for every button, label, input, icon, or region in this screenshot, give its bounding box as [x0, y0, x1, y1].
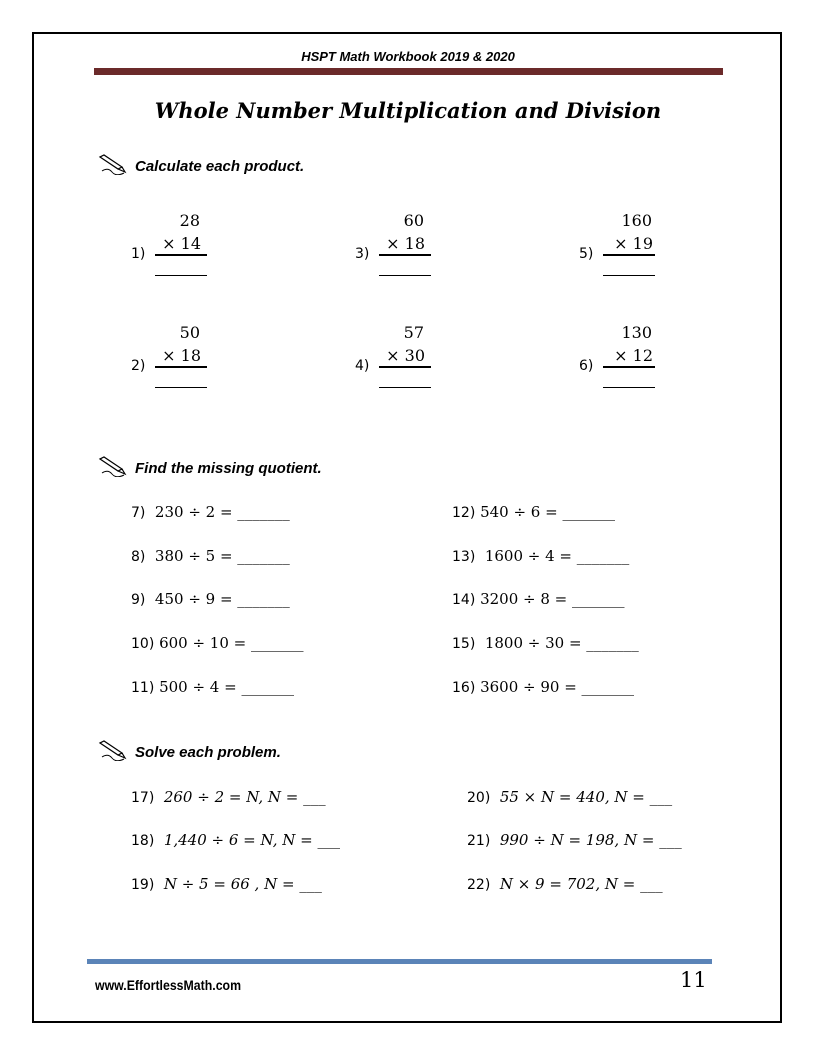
footer-url[interactable]: www.EffortlessMath.com — [95, 977, 242, 993]
answer-blank — [379, 275, 431, 276]
quotient-problem-9 — [131, 590, 290, 608]
solve-problem-18 — [131, 831, 340, 849]
problem-label: 19) — [131, 877, 155, 893]
header-title: HSPT Math Workbook 2019 & 2020 — [301, 49, 515, 64]
problem-label: 8) — [131, 549, 146, 565]
quotient-problem-13 — [452, 547, 629, 565]
problem-label: 2) — [131, 358, 146, 374]
problem-expression: 540 ÷ 6 = _______ — [480, 503, 615, 521]
pencil-writing-icon — [98, 455, 128, 477]
problem-label: 1) — [131, 246, 146, 262]
product-line — [155, 254, 207, 256]
product-line — [379, 366, 431, 368]
answer-blank — [155, 275, 207, 276]
multiplicand: 50 — [179, 323, 200, 342]
problem-expression: 260 ÷ 2 = N, N = ___ — [163, 788, 326, 806]
quotient-problem-7 — [131, 503, 290, 521]
answer-blank — [155, 387, 207, 388]
problem-expression: N × 9 = 702, N = ___ — [499, 875, 663, 893]
product-line — [379, 254, 431, 256]
footer-rule — [87, 959, 712, 964]
problem-label: 21) — [467, 833, 491, 849]
pencil-writing-icon — [98, 153, 128, 175]
problem-label: 9) — [131, 592, 146, 608]
problem-label: 10) — [131, 636, 155, 652]
page-title: Whole Number Multiplication and Division — [154, 98, 662, 123]
problem-expression: 450 ÷ 9 = _______ — [154, 590, 290, 608]
problem-expression: 230 ÷ 2 = _______ — [154, 503, 290, 521]
problem-expression: N ÷ 5 = 66 , N = ___ — [163, 875, 322, 893]
multiplier: × 14 — [162, 234, 201, 253]
problem-expression: 600 ÷ 10 = _______ — [159, 634, 304, 652]
problem-label: 7) — [131, 505, 146, 521]
solve-problem-20 — [467, 788, 672, 806]
problem-label: 11) — [131, 680, 155, 696]
multiplicand: 130 — [621, 323, 652, 342]
quotient-problem-12 — [452, 503, 615, 521]
answer-blank — [603, 387, 655, 388]
multiplier: × 18 — [386, 234, 425, 253]
product-line — [603, 366, 655, 368]
problem-expression: 3600 ÷ 90 = _______ — [480, 678, 635, 696]
problem-expression: 1600 ÷ 4 = _______ — [484, 547, 630, 565]
section-heading-products: Calculate each product. — [135, 158, 305, 175]
multiplicand: 60 — [403, 211, 424, 230]
multiplicand: 28 — [179, 211, 200, 230]
product-line — [155, 366, 207, 368]
answer-blank — [603, 275, 655, 276]
problem-label: 18) — [131, 833, 155, 849]
problem-expression: 55 × N = 440, N = ___ — [499, 788, 673, 806]
problem-label: 6) — [579, 358, 594, 374]
multiplier: × 30 — [386, 346, 425, 365]
multiplier: × 18 — [162, 346, 201, 365]
quotient-problem-16 — [452, 678, 634, 696]
multiplier: × 19 — [614, 234, 653, 253]
problem-label: 16) — [452, 680, 476, 696]
solve-problem-21 — [467, 831, 682, 849]
problem-label: 13) — [452, 549, 476, 565]
solve-problem-22 — [467, 875, 663, 893]
solve-problem-19 — [131, 875, 322, 893]
section-heading-quotients: Find the missing quotient. — [135, 460, 322, 477]
multiplier: × 12 — [614, 346, 653, 365]
multiplicand: 57 — [403, 323, 424, 342]
problem-label: 22) — [467, 877, 491, 893]
problem-expression: 3200 ÷ 8 = _______ — [480, 590, 625, 608]
quotient-problem-10 — [131, 634, 304, 652]
quotient-problem-8 — [131, 547, 290, 565]
solve-problem-17 — [131, 788, 326, 806]
quotient-problem-15 — [452, 634, 639, 652]
problem-expression: 1800 ÷ 30 = _______ — [484, 634, 639, 652]
header-rule — [94, 68, 723, 75]
problem-label: 15) — [452, 636, 476, 652]
quotient-problem-14 — [452, 590, 625, 608]
answer-blank — [379, 387, 431, 388]
pencil-writing-icon — [98, 739, 128, 761]
problem-label: 5) — [579, 246, 594, 262]
quotient-problem-11 — [131, 678, 294, 696]
problem-expression: 380 ÷ 5 = _______ — [154, 547, 290, 565]
problem-label: 3) — [355, 246, 370, 262]
problem-expression: 1,440 ÷ 6 = N, N = ___ — [163, 831, 340, 849]
problem-label: 20) — [467, 790, 491, 806]
problem-label: 12) — [452, 505, 476, 521]
problem-expression: 500 ÷ 4 = _______ — [159, 678, 294, 696]
product-line — [603, 254, 655, 256]
problem-label: 14) — [452, 592, 476, 608]
problem-label: 4) — [355, 358, 370, 374]
problem-expression: 990 ÷ N = 198, N = ___ — [499, 831, 682, 849]
problem-label: 17) — [131, 790, 155, 806]
section-heading-solve: Solve each problem. — [135, 744, 281, 761]
multiplicand: 160 — [621, 211, 652, 230]
page-number: 11 — [680, 968, 707, 992]
